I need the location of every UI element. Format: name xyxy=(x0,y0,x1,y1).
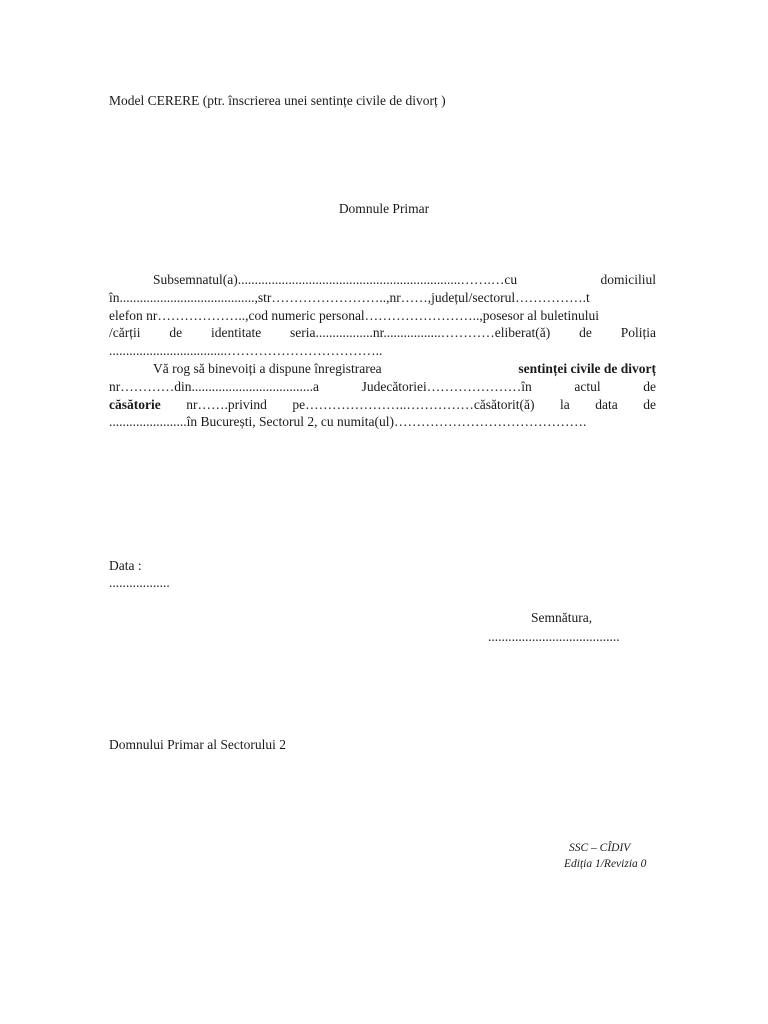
text-fragment: Vă rog să binevoiți a dispune înregistrarea xyxy=(153,360,386,376)
paragraph-line xyxy=(109,413,656,431)
text-fragment: Judecătoriei…………………în xyxy=(361,378,532,394)
bold-fragment: sentinței civile de divorț xyxy=(518,360,656,376)
text-fragment: la xyxy=(560,396,570,412)
date-label: Data : xyxy=(109,558,142,573)
paragraph-line xyxy=(109,378,656,396)
paragraph-line xyxy=(109,307,656,325)
text-fragment: pe…………………..……………căsătorit(ă) xyxy=(292,396,535,412)
text-fragment: de xyxy=(579,325,592,341)
text-fragment: elefon nr………………..,cod numeric personal……………………..,posesor al buletinului xyxy=(109,307,600,323)
text-fragment: în........................................,str……………………..,nr……,județul/sectorul…………….t xyxy=(109,289,590,305)
text-fragment: actul xyxy=(574,378,601,394)
text-fragment: identitate xyxy=(210,325,262,341)
paragraph-line xyxy=(109,396,656,414)
text-fragment: .......................în București, Sectorul 2, cu numita(ul)……………………………………. xyxy=(109,414,587,430)
text-fragment: de xyxy=(643,396,656,412)
edition-revision: Ediția 1/Revizia 0 xyxy=(564,858,647,870)
request-body xyxy=(109,271,656,431)
text-fragment: Poliția xyxy=(620,325,656,341)
text-fragment: domiciliul xyxy=(600,272,656,287)
salutation: Domnule Primar xyxy=(338,201,430,216)
signature-label: Semnătura, xyxy=(531,610,593,625)
date-field: .................. xyxy=(109,575,170,590)
text-fragment: de xyxy=(169,325,183,341)
text-fragment: data xyxy=(595,396,618,412)
request-paragraph xyxy=(109,360,656,431)
paragraph-line xyxy=(109,342,656,360)
paragraph-line xyxy=(109,289,656,307)
text-fragment: de xyxy=(643,378,656,394)
text-fragment: /cărții xyxy=(109,325,141,341)
text-fragment: seria.................nr.................…………eliberat(ă) xyxy=(290,325,551,341)
document-title: Model CERERE (ptr. înscrierea unei sentințe civile de divorț ) xyxy=(109,93,446,108)
bold-fragment: căsătorie xyxy=(109,396,161,412)
text-fragment: ...................................…………………………….. xyxy=(109,343,383,359)
paragraph-line xyxy=(109,360,656,378)
addressee: Domnului Primar al Sectorului 2 xyxy=(109,737,286,752)
text-fragment: nr…….privind xyxy=(186,396,267,412)
paragraph-line xyxy=(109,271,656,289)
text-fragment: Subsemnatul(a)..................................................................…….…cu xyxy=(153,272,518,287)
text-fragment: nr…………din....................................a xyxy=(109,378,319,394)
identity-paragraph xyxy=(109,271,656,360)
paragraph-line xyxy=(109,324,656,342)
reference-code: SSC – CÎDIV xyxy=(569,842,631,854)
signature-field: ....................................... xyxy=(488,629,620,644)
